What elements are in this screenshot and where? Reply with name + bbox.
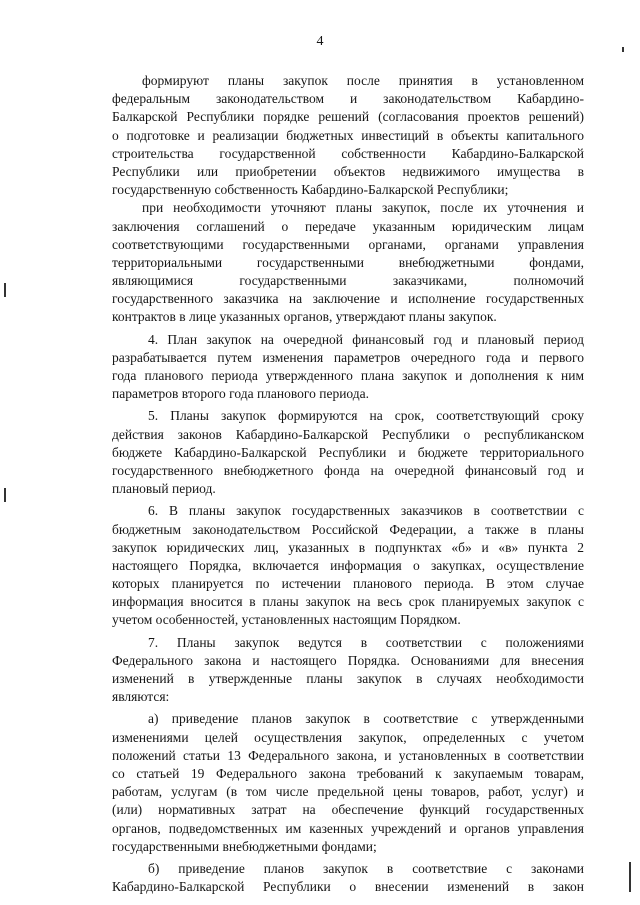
text-line: бюджетным законодательством Российской Федерации, а также в планы [112,521,584,537]
text-line: государственную собственность Кабардино-Балкарской Республики; [112,182,509,198]
page-number: 4 [316,34,324,49]
text-line: со статьей 19 Федерального закона требований к закупаемым товарам, [112,765,584,781]
text-line: 4. План закупок на очередной финансовый год и плановый период [148,331,584,347]
scan-mark [4,283,6,297]
text-line: 5. Планы закупок формируются на срок, соответствующий сроку [148,408,584,424]
text-line: заключения соглашений о передаче указанным юридическим лицам [112,218,584,234]
text-line: являющимися государственными заказчиками, полномочий [112,273,584,289]
text-line: а) приведение планов закупок в соответствие с утвержденными [148,711,584,727]
text-line: формируют планы закупок после принятия в установленном [142,73,584,88]
text-line: информация вносится в планы закупок на весь срок планируемых закупок с [112,594,584,610]
text-line: положений статьи 13 Федерального закона, и установленных в соответствии [112,747,584,763]
text-line: государственного внебюджетного фонда на очередной финансовый год и [112,462,584,478]
text-line: плановый период. [112,481,216,497]
scan-mark [4,488,6,502]
text-line: (или) нормативных затрат на обеспечение функций государственных [112,802,584,818]
text-line: изменениями целей осуществления закупок, определенных с учетом [112,729,584,745]
text-line: о подготовке и реализации бюджетных инвестиций в объекты капитального [112,127,584,143]
text-line: параметров второго года планового периода. [112,386,370,402]
text-line: строительства государственной собственности Кабардино-Балкарской [112,145,584,161]
text-line: органов, подведомственных им казенных учреждений и органов управления [112,820,584,836]
scan-mark [629,862,631,892]
text-line: территориальными государственными внебюджетными фондами, [112,254,584,270]
text-line: настоящего Порядка, включается информация о закупках, осуществление [112,557,584,573]
text-line: разрабатывается путем изменения параметров очередного года и первого [112,349,584,365]
document-body [112,72,584,896]
text-line: Федерального закона и настоящего Порядка. Основаниями для внесения [112,652,584,668]
text-line: Республики или приобретении объектов недвижимого имущества в [112,163,584,179]
text-line: Балкарской Республики порядке решений (согласования проектов решений) [112,109,584,125]
text-line: года планового периода утвержденного плана закупок и дополнения к ним [112,368,584,383]
text-line: 7. Планы закупок ведутся в соответствии с положениями [148,634,584,650]
text-line: федеральным законодательством и законодательством Кабардино- [112,91,584,107]
scan-mark [622,47,624,52]
text-line: государственными внебюджетными фондами; [112,838,377,854]
text-line: закупок юридических лиц, указанных в подпунктах «б» и «в» пункта 2 [112,539,584,555]
text-line: которых планируется по истечении планового периода. В этом случае [112,576,584,592]
text-line: работам, услугам (в том числе предельной цены товаров, работ, услуг) и [112,784,584,800]
text-line: бюджете Кабардино-Балкарской Республики и бюджете территориального [112,444,584,460]
text-line: учетом особенностей, установленных настоящим Порядком. [112,612,461,628]
text-line: изменений в утвержденные планы закупок в случаях необходимости [112,671,584,686]
text-line: б) приведение планов закупок в соответствие с законами [148,860,584,876]
text-line: являются: [112,689,170,705]
text-line: соответствующими государственными органами, органами управления [112,236,584,252]
text-line: контрактов в лице указанных органов, утверждают планы закупок. [112,309,497,325]
text-line: Кабардино-Балкарской Республики о внесении изменений в закон [112,879,584,895]
text-line: действия законов Кабардино-Балкарской Республики о республиканском [112,426,584,442]
text-line: государственного заказчика на заключение и исполнение государственных [112,291,584,307]
text-line: при необходимости уточняют планы закупок, после их уточнения и [142,200,584,216]
text-line: 6. В планы закупок государственных заказчиков в соответствии с [148,503,584,519]
